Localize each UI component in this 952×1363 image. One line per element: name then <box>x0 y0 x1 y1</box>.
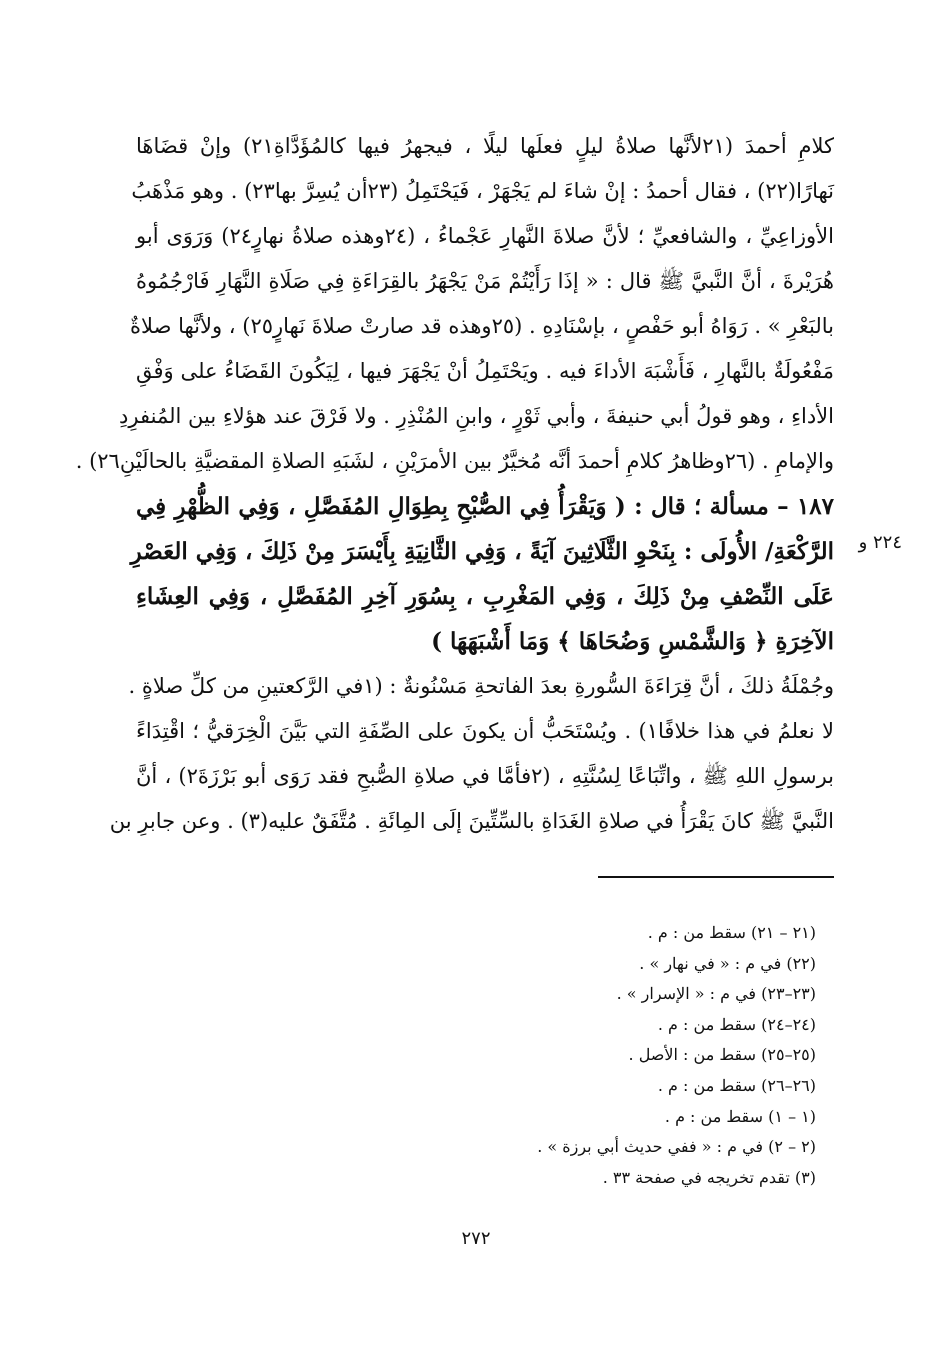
masala-heading-line: ١٨٧ – مسألة ؛ قال : ( وَيَقْرَأُ فِي الصُّبْحِ بِطِوَالِ المُفَصَّلِ ، وَفِي الظُّهْرِ فِي <box>136 493 834 520</box>
text-line: الأوزاعِيِّ ، والشافعيِّ ؛ لأنَّ صلاةَ النَّهارِ عَجْماءُ ، (٢٤وهذه صلاةُ نهارٍ٢٤) وَرَوَى أبو <box>136 224 834 248</box>
footnote: (٢٣–٢٣) في م : « الإسرار » . <box>616 984 816 1004</box>
masala-heading-line: الرَّكْعَةِ/ الأُولَى : بِنَحْوِ الثَّلَاثِينَ آيَةً ، وَفِي الثَّانِيَةِ بِأَيْسَرَ مِنْ ذَلِكَ ، وَفِي العَصْرِ <box>130 538 834 565</box>
main-text <box>75 124 835 844</box>
page-number: ٢٧٢ <box>461 1228 491 1249</box>
footnote: (٢٥–٢٥) سقط من : الأصل . <box>628 1045 816 1065</box>
masala-heading-line: عَلَى النِّصْفِ مِنْ ذَلِكَ ، وَفِي المَغْرِبِ ، بِسُوَرِ آخِرِ المُفَصَّلِ ، وَفِي العِشَاءِ <box>136 583 834 610</box>
text-line: مَفْعُولَةٌ بالنَّهارِ ، فَأَشْبَهَ الأداءَ فيه . ويَحْتَمِلُ أنْ يَجْهَرَ فيها ، لِيَكُونَ القَضَاءُ على وَفْقِ <box>136 359 834 383</box>
text-line: كلامِ أحمدَ (٢١لأنَّها صلاةُ ليلٍ فعلَها ليلًا ، فيجهرُ فيها كالمُؤَدَّاةِ٢١) وإنْ قضَاهَا <box>136 134 835 158</box>
footnotes <box>450 918 816 1193</box>
text-line: بالبَعْرِ » . رَوَاهُ أبو حَفْصٍ ، بإسْنَادِهِ . (٢٥وهذه قد صارتْ صلاةَ نَهارٍ٢٥) ، ولأنَّها صلاةٌ <box>130 314 834 338</box>
text-line: نَهارًا(٢٢) ، فقال أحمدُ : إنْ شاءَ لم يَجْهَرْ ، فَيَحْتَمِلُ (٢٣أن يُسِرَّ بها٢٣) . وهو مَذْهَبُ <box>131 179 834 203</box>
footnote: (١ – ١) سقط من : م . <box>664 1106 816 1126</box>
text-line: لا نعلمُ في هذا خلافًا١) . ويُسْتَحَبُّ أن يكونَ على الصِّفَةِ التي بَيَّنَ الْخِرَقيُّ ؛ اقْتِدَاءً <box>136 719 834 743</box>
footnote: (٣) تقدم تخريجه في صفحة ٣٣ . <box>602 1167 816 1187</box>
footnote: (٢ – ٢) في م : « ففي حديث أبي برزة » . <box>537 1137 816 1157</box>
footnote: (٢٦–٢٦) سقط من : م . <box>657 1075 816 1095</box>
footnote-separator <box>598 876 834 878</box>
footnote: (٢١ – ٢١) سقط من : م . <box>647 923 816 942</box>
footnote: (٢٢) في م : « في نهار » . <box>639 953 816 973</box>
masala-heading-line: الآخِرَةِ ﴿ وَالشَّمْسِ وَضُحَاهَا ﴾ وَمَا أَشْبَهَهَا ) <box>431 628 834 655</box>
text-line: هُرَيْرةَ ، أنَّ النَّبيَّ ﷺ قال : « إذَا رَأَيْتُمْ مَنْ يَجْهَرُ بالقِرَاءَةِ فِي صَلَاةِ النَّهَارِ فَارْجُمُوهُ <box>136 269 834 293</box>
text-line: والإمامِ . (٢٦وظاهرُ كلامِ أحمدَ أنَّه مُخيَّرٌ بين الأمرَيْنِ ، لشَبَهِ الصلاةِ المقضيَّةِ بالحالَيْنِ٢٦) . <box>75 449 834 473</box>
footnote: (٢٤–٢٤) سقط من : م . <box>657 1014 816 1034</box>
text-line: الأداءِ ، وهو قولُ أبي حنيفةَ ، وأبي ثَوْرٍ ، وابنِ المُنْذِرِ . ولا فَرْقَ عند هؤلاءِ بين المُنفرِدِ <box>119 404 834 428</box>
manuscript-folio-note: ٢٢٤ و <box>858 532 902 553</box>
text-line: وجُمْلَةُ ذلكَ ، أنَّ قِرَاءَةَ السُّورةِ بعدَ الفاتحةِ مَسْنُونةٌ : (١في الرَّكعتينِ من كلِّ صلاةٍ . <box>128 674 834 698</box>
text-line: النَّبيَّ ﷺ كانَ يَقْرَأُ في صلاةِ الغَدَاةِ بالسِّتِّينَ إلَى المِائَةِ . مُتَّفَقٌ عليه(٣) . وعن جابرِ بن <box>109 809 834 833</box>
text-line: برسولِ اللهِ ﷺ ، واتِّبَاعًا لِسُنَّتِهِ ، (٢فأمَّا في صلاةِ الصُّبحِ فقد رَوَى أبو بَرْزَةَ٢) ، أنَّ <box>136 764 834 788</box>
